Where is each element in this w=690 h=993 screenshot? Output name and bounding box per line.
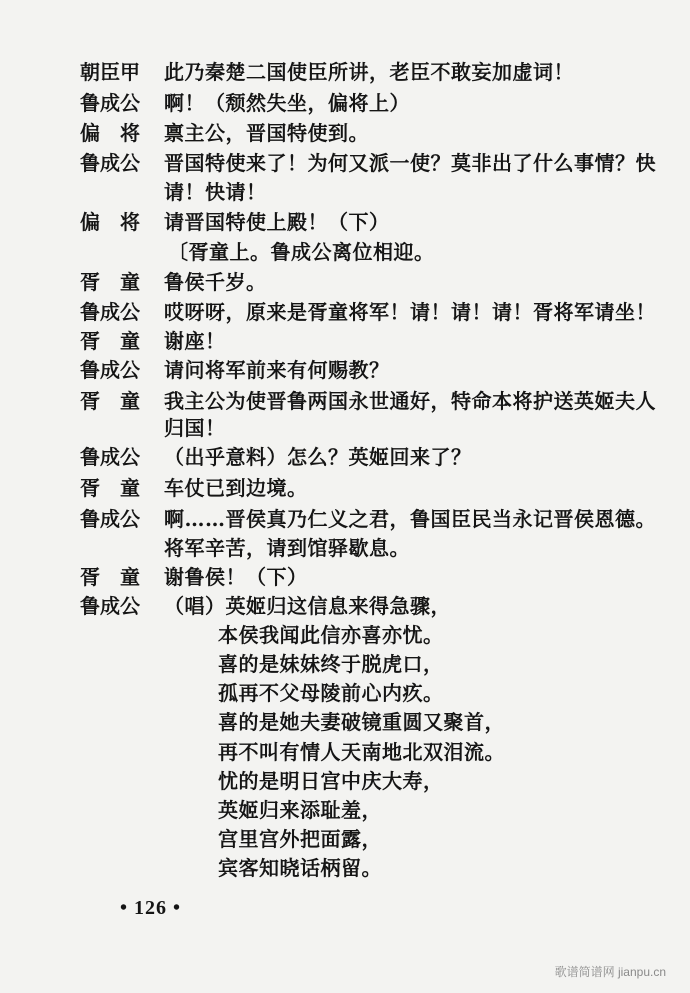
song-line xyxy=(80,795,660,825)
speaker-name: 朝臣甲 xyxy=(80,60,140,84)
dialogue-text: 归国！ xyxy=(164,416,226,440)
speaker-name: 鲁成公 xyxy=(80,445,140,469)
page-number-left-dot: • xyxy=(120,897,129,919)
speaker-name: 鲁成公 xyxy=(80,358,140,382)
dialogue-text: 禀主公，晋国特使到。 xyxy=(164,121,369,145)
dialogue-text: 请晋国特使上殿！（下） xyxy=(164,210,390,234)
dialogue-text: 谢鲁侯！（下） xyxy=(164,565,308,589)
dialogue-line xyxy=(80,207,660,237)
dialogue-text: （出乎意料）怎么？英姬回来了？ xyxy=(164,445,472,469)
stage-direction-line xyxy=(80,237,660,267)
dialogue-line xyxy=(80,355,660,385)
dialogue-line xyxy=(80,386,660,416)
speaker-name: 胥 童 xyxy=(80,565,140,589)
song-verse: 宾客知晓话柄留。 xyxy=(218,856,382,880)
song-line xyxy=(80,649,660,679)
song-line xyxy=(80,824,660,854)
speaker-name: 鲁成公 xyxy=(80,594,140,618)
speaker-name: 鲁成公 xyxy=(80,300,140,324)
speaker-name: 鲁成公 xyxy=(80,507,140,531)
speaker-name: 鲁成公 xyxy=(80,151,140,175)
dialogue-text: 我主公为使晋鲁两国永世通好，特命本将护送英姬夫人 xyxy=(164,389,656,413)
dialogue-text: 车仗已到边境。 xyxy=(164,476,308,500)
speaker-name: 胥 童 xyxy=(80,270,140,294)
dialogue-line xyxy=(80,297,660,327)
song-verse: 忧的是明日宫中庆大寿， xyxy=(218,769,444,793)
dialogue-text: 鲁侯千岁。 xyxy=(164,270,267,294)
dialogue-text: 请！快请！ xyxy=(164,180,267,204)
speaker-name: 鲁成公 xyxy=(80,91,140,115)
dialogue-line xyxy=(80,88,660,118)
dialogue-text: 请问将军前来有何赐教？ xyxy=(164,358,390,382)
dialogue-line xyxy=(80,591,660,621)
speaker-name: 胥 童 xyxy=(80,476,140,500)
dialogue-text: 谢座！ xyxy=(164,329,226,353)
dialogue-line xyxy=(80,413,660,443)
stage-direction: 〔胥童上。鲁成公离位相迎。 xyxy=(168,240,435,264)
dialogue-text: 哎呀呀，原来是胥童将军！请！请！请！胥将军请坐！ xyxy=(164,300,656,324)
dialogue-line xyxy=(80,118,660,148)
dialogue-line xyxy=(80,267,660,297)
song-line xyxy=(80,766,660,796)
song-line xyxy=(80,737,660,767)
song-verse: 孤再不父母陵前心内疚。 xyxy=(218,681,444,705)
dialogue-text: 啊！（颓然失坐，偏将上） xyxy=(164,91,410,115)
dialogue-line xyxy=(80,177,660,207)
song-verse: 喜的是她夫妻破镜重圆又聚首， xyxy=(218,710,505,734)
watermark: 歌谱简谱网 jianpu.cn xyxy=(554,965,666,979)
speaker-name: 胥 童 xyxy=(80,389,140,413)
dialogue-text: 啊……晋侯真乃仁义之君，鲁国臣民当永记晋侯恩德。 xyxy=(164,507,656,531)
dialogue-line xyxy=(80,57,660,87)
page-number xyxy=(120,897,181,920)
speaker-name: 胥 童 xyxy=(80,329,140,353)
page-number-right-dot: • xyxy=(173,897,182,919)
dialogue-line xyxy=(80,533,660,563)
song-line xyxy=(80,707,660,737)
song-line xyxy=(80,678,660,708)
speaker-name: 偏 将 xyxy=(80,121,140,145)
dialogue-line xyxy=(80,442,660,472)
dialogue-text: 晋国特使来了！为何又派一使？莫非出了什么事情？快 xyxy=(164,151,656,175)
song-line xyxy=(80,853,660,883)
dialogue-line xyxy=(80,562,660,592)
dialogue-text: 将军辛苦，请到馆驿歇息。 xyxy=(164,536,410,560)
song-verse: 本侯我闻此信亦喜亦忧。 xyxy=(218,623,444,647)
song-verse: 喜的是妹妹终于脱虎口， xyxy=(218,652,444,676)
dialogue-text: 此乃秦楚二国使臣所讲，老臣不敢妄加虚词！ xyxy=(164,60,574,84)
dialogue-text: （唱）英姬归这信息来得急骤， xyxy=(164,594,451,618)
song-verse: 英姬归来添耻羞， xyxy=(218,798,382,822)
song-verse: 再不叫有情人天南地北双泪流。 xyxy=(218,740,505,764)
page-number-value: 126 xyxy=(134,897,168,919)
dialogue-line xyxy=(80,148,660,178)
dialogue-line xyxy=(80,504,660,534)
dialogue-line xyxy=(80,326,660,356)
song-verse: 宫里宫外把面露， xyxy=(218,827,382,851)
song-line xyxy=(80,620,660,650)
dialogue-line xyxy=(80,473,660,503)
speaker-name: 偏 将 xyxy=(80,210,140,234)
